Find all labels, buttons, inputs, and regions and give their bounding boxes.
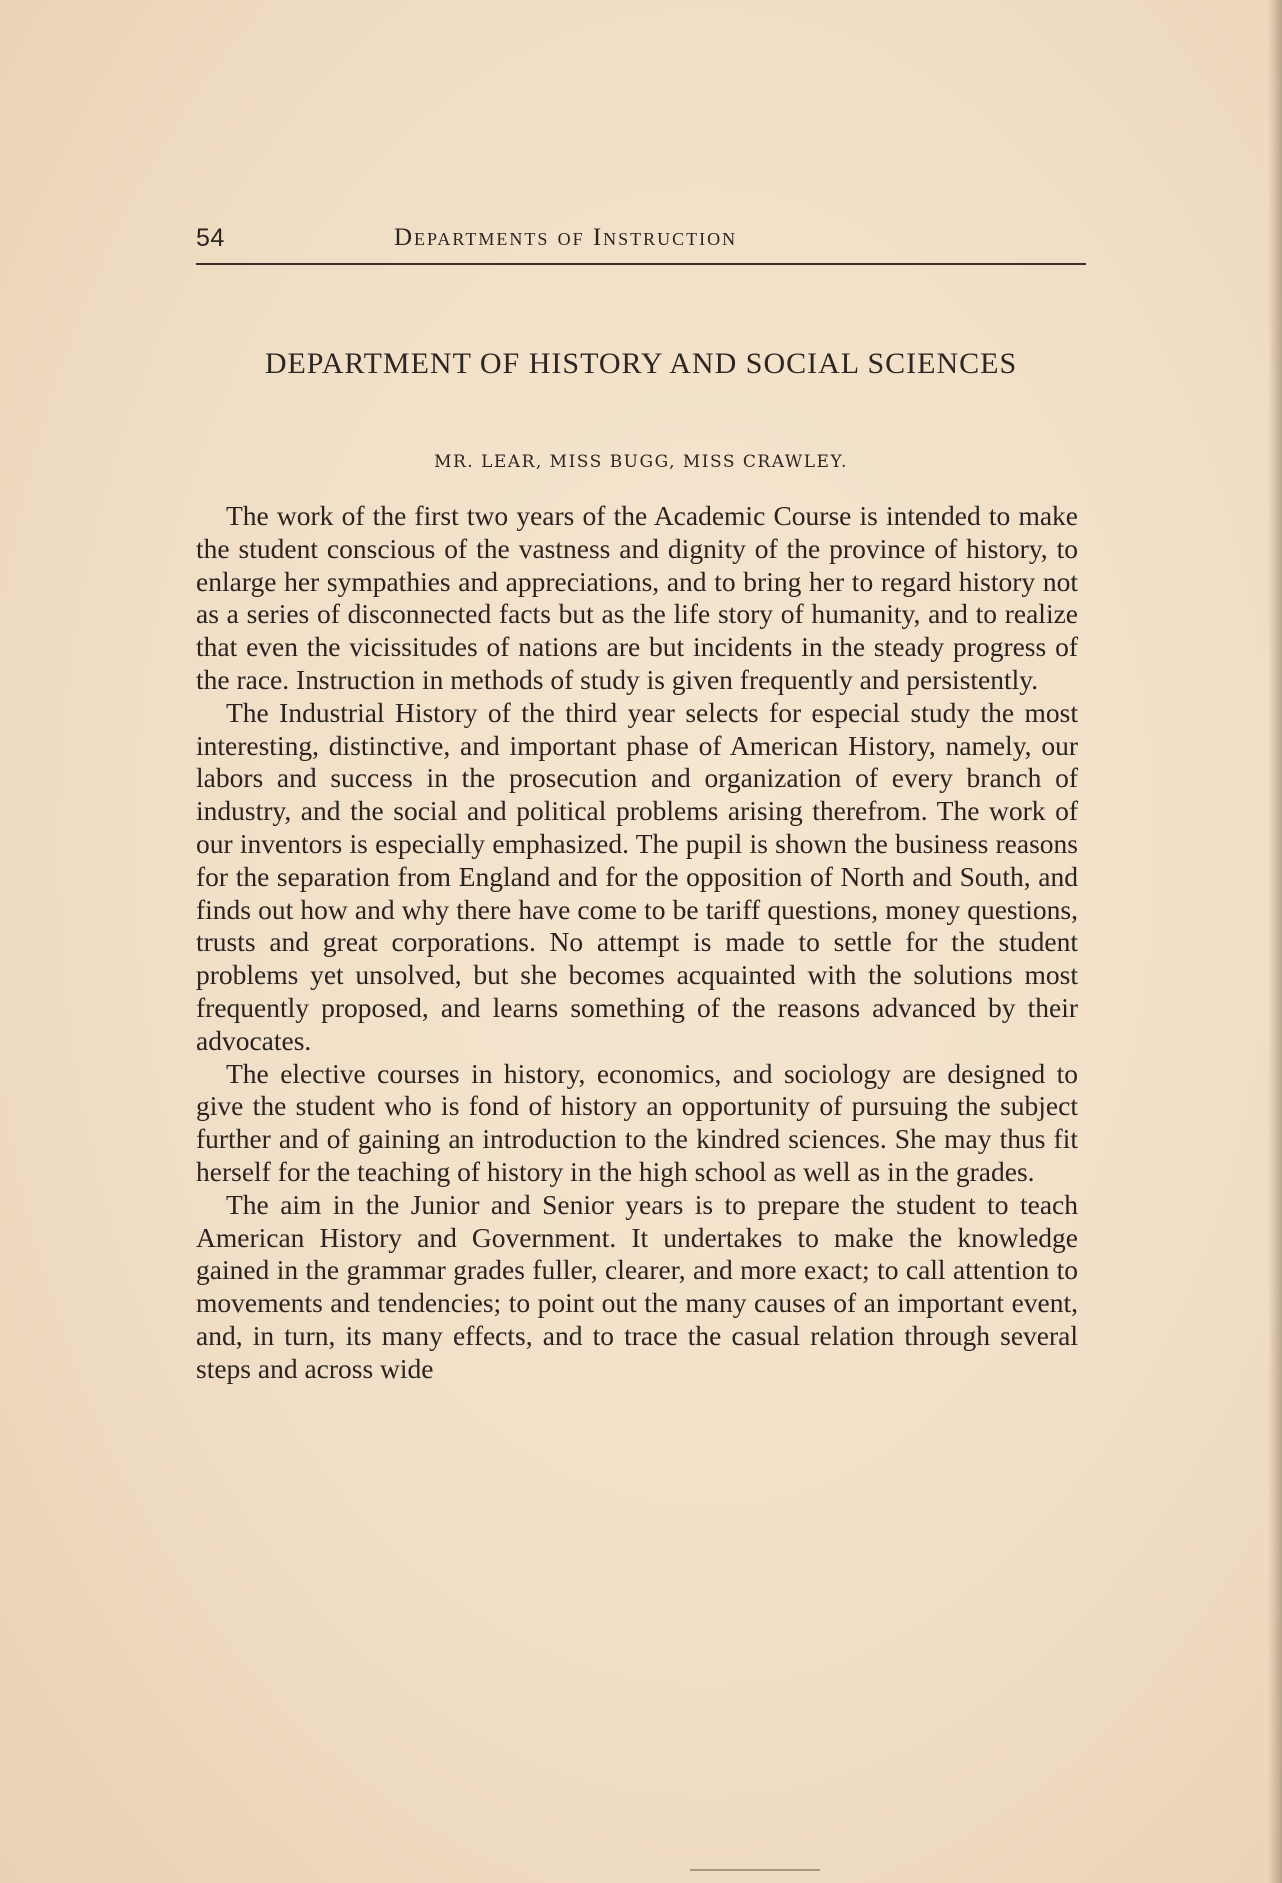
running-head: [196, 224, 1086, 262]
department-title: DEPARTMENT OF HISTORY AND SOCIAL SCIENCES: [264, 347, 1018, 380]
footer-mark: [690, 1869, 820, 1871]
page-edge-shadow: [1268, 0, 1282, 1883]
header-rule: [196, 263, 1086, 265]
paragraph-1: The work of the first two years of the Academic Course is intended to make the student conscious of the vastness and dignity of the province of history, to enlarge her sympathies and appreciations, and to bring her to regard history not as a series of disconnected facts but as the life story of humanity, and to realize that even the vicissitudes of nations are but incidents in the steady progress of the race. Instruction in methods of study is given frequently and persistently.: [196, 500, 1078, 695]
paragraph-2: The Industrial History of the third year selects for especial study the most interesting, distinctive, and important phase of American History, namely, our labors and success in the prosecution and organization of every branch of industry, and the social and political problems arising therefrom. The work of our inventors is especially emphasized. The pupil is shown the business reasons for the separation from England and for the opposition of North and South, and finds out how and why there have come to be tariff questions, money questions, trusts and great corporations. No attempt is made to settle for the student problems yet unsolved, but she becomes acquainted with the solutions most frequently proposed, and learns something of the reasons advanced by their advocates.: [196, 696, 1078, 1056]
body-text: [196, 500, 1078, 1386]
faculty-list: MR. LEAR, MISS BUGG, MISS CRAWLEY.: [434, 452, 848, 472]
paragraph-4: The aim in the Junior and Senior years is to prepare the student to teach American History and Government. It undertakes to make the knowledge gained in the grammar grades fuller, clearer, and more exact; to call attention to movements and tendencies; to point out the many causes of an important event, and, in turn, its many effects, and to trace the casual relation through several steps and across wide: [196, 1188, 1078, 1384]
page-number: 54: [196, 224, 225, 252]
running-title: Departments of Instruction: [394, 224, 738, 251]
paragraph-3: The elective courses in history, economics, and sociology are designed to give the student who is fond of history an opportunity of pursuing the subject further and of gaining an introduction to the kindred sciences. She may thus fit herself for the teaching of history in the high school as well as in the grades.: [196, 1057, 1078, 1187]
